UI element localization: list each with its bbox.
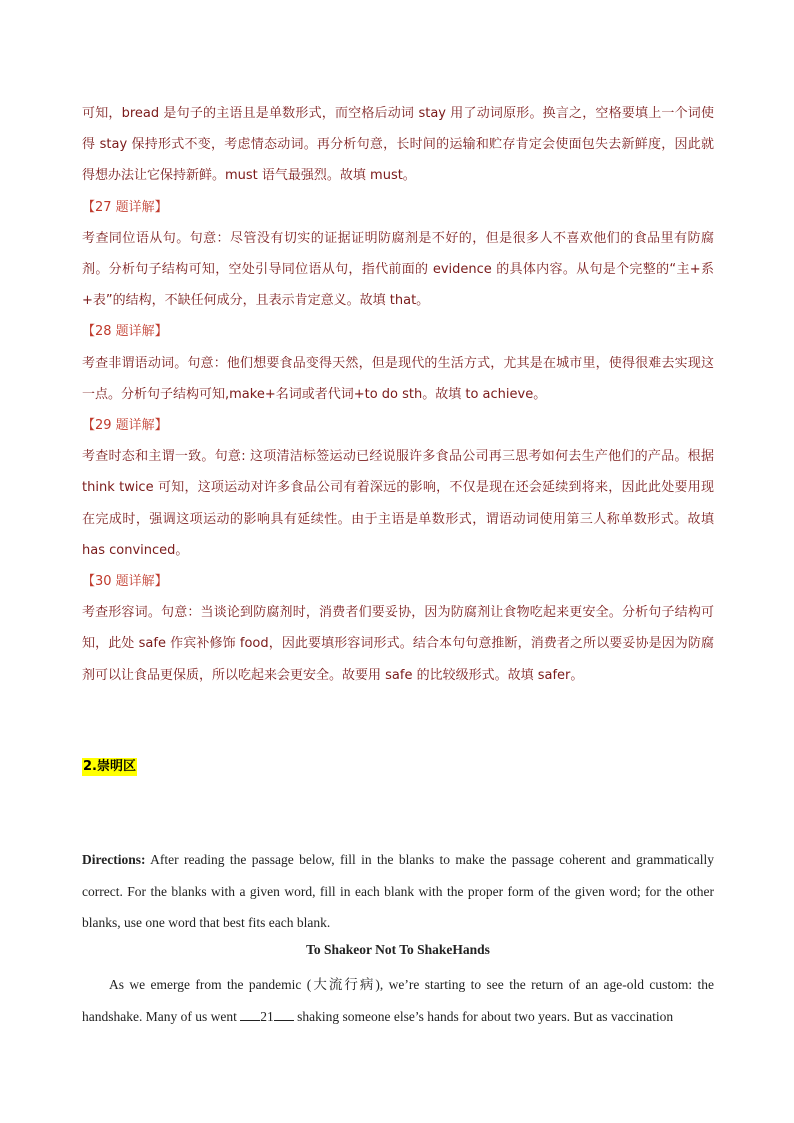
directions-label: Directions: [82, 852, 146, 867]
passage-text-b: shaking someone else’s hands for about two years. But as vaccination [293, 1008, 674, 1024]
question-27-heading: 【27 题详解】 [82, 199, 168, 215]
directions-paragraph [82, 844, 714, 939]
blank-21[interactable]: 21 [260, 1008, 274, 1024]
explanation-section [82, 98, 714, 691]
question-28-heading: 【28 题详解】 [82, 324, 168, 340]
passage-paragraph-1 [82, 969, 714, 1032]
explanation-26-body: 可知，bread 是句子的主语且是单数形式，而空格后动词 stay 用了动词原形。换言之，空格要填上一个词使得 stay 保持形式不变，考虑情态动词。再分析句意，长时间的运输和贮存肯定会使面包失去新鲜度，因此就得想办法让它保持新鲜。must 语气最强烈。故填 must。 [82, 106, 714, 184]
explanation-30-body: 考查形容词。句意：当谈论到防腐剂时，消费者们要妥协，因为防腐剂让食物吃起来更安全。分析句子结构可知，此处 safe 作宾补修饰 food，因此要填形容词形式。结合本句句意推断，消费者之所以要妥协是因为防腐剂可以让食品更保质，所以吃起来会更安全。故要用 safe 的比较级形式。故填 safer。 [82, 605, 714, 683]
passage-title: To Shakeor Not To ShakeHands [306, 942, 490, 957]
passage-text-a: As we emerge from the pandemic (大流行病), we’re starting to see the return of an age-old custom: the handshake. Many of us went [82, 977, 714, 1024]
explanation-29-body: 考查时态和主谓一致。句意: 这项清洁标签运动已经说服许多食品公司再三思考如何去生产他们的产品。根据 think twice 可知，这项运动对许多食品公司有着深远的影响，不仅是现在还会延续到将来，因此此处要用现在完成时，强调这项运动的影响具有延续性。由于主语是单数形式，谓语动词使用第三人称单数形式。故填 has convinced。 [82, 449, 714, 558]
explanation-27-body: 考查同位语从句。句意：尽管没有切实的证据证明防腐剂是不好的，但是很多人不喜欢他们的食品里有防腐剂。分析句子结构可知，空处引导同位语从句，指代前面的 evidence 的具体内容。从句是个完整的“主+系+表”的结构，不缺任何成分，且表示肯定意义。故填 that。 [82, 230, 714, 309]
region-title: 2.崇明区 [83, 759, 136, 774]
directions-text: After reading the passage below, fill in the blanks to make the passage coherent and grammatically correct. For the blanks with a given word, fill in each blank with the proper form of the given word; for the other blanks, use one word that best fits each blank. [82, 852, 714, 930]
question-29-heading: 【29 题详解】 [82, 418, 168, 434]
question-30-heading: 【30 题详解】 [82, 574, 168, 590]
explanation-28-body: 考查非谓语动词。句意：他们想要食品变得天然，但是现代的生活方式，尤其是在城市里，使得很难去实现这一点。分析句子结构可知,make+名词或者代词+to do sth。故填 to achieve。 [82, 355, 714, 402]
